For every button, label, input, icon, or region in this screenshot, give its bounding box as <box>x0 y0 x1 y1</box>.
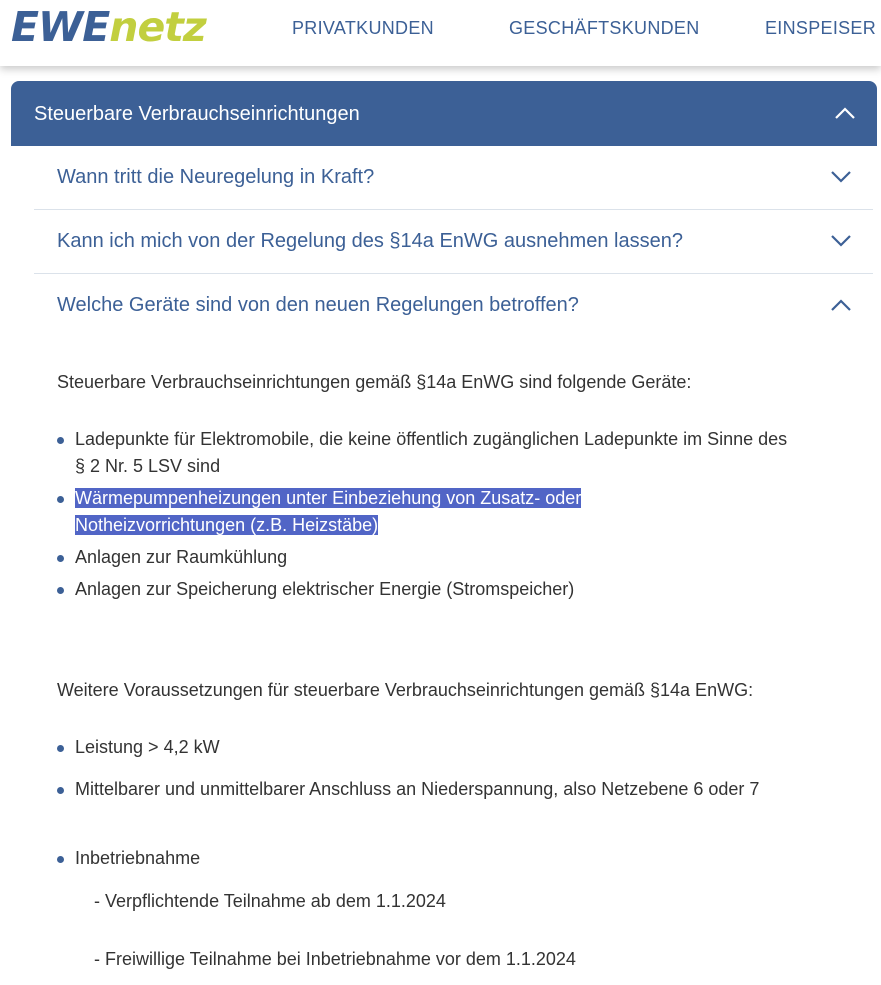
faq-question: Wann tritt die Neuregelung in Kraft? <box>57 166 375 188</box>
faq-item-inkrafttreten[interactable] <box>34 146 873 210</box>
commissioning-line: - Freiwillige Teilnahme bei Inbetriebnahme vor dem 1.1.2024 <box>94 949 576 969</box>
nav-einspeiser[interactable]: EINSPEISER <box>765 18 877 38</box>
nav-privatkunden[interactable]: PRIVATKUNDEN <box>292 18 434 38</box>
selected-text[interactable]: Wärmepumpenheizungen unter Einbeziehung von Zusatz- oder Notheizvorrichtungen (z.B. Heizstäbe) <box>75 488 582 535</box>
list-item-text: Inbetriebnahme <box>75 848 201 868</box>
ewe-netz-logo[interactable] <box>11 2 206 52</box>
list-item-text: Anlagen zur Speicherung elektrischer Energie (Stromspeicher) <box>75 579 575 599</box>
chevron-up-icon[interactable] <box>831 299 851 311</box>
faq-question: Kann ich mich von der Regelung des §14a EnWG ausnehmen lassen? <box>57 230 683 252</box>
bullet-icon <box>57 555 64 562</box>
accordion-header[interactable] <box>11 81 877 146</box>
list-item-text: Mittelbarer und unmittelbarer Anschluss an Niederspannung, also Netzebene 6 oder 7 <box>75 779 760 799</box>
bullet-icon <box>57 437 64 444</box>
chevron-up-icon[interactable] <box>835 107 855 119</box>
site-header <box>0 0 881 66</box>
requirements-intro: Weitere Voraussetzungen für steuerbare Verbrauchseinrichtungen gemäß §14a EnWG: <box>57 680 754 700</box>
faq-item-ausnahme[interactable] <box>34 210 873 274</box>
bullet-icon <box>57 587 64 594</box>
answer-intro: Steuerbare Verbrauchseinrichtungen gemäß §14a EnWG sind folgende Geräte: <box>57 372 692 392</box>
commissioning-line: - Verpflichtende Teilnahme ab dem 1.1.2024 <box>94 891 446 911</box>
nav-geschaeftskunden[interactable]: GESCHÄFTSKUNDEN <box>509 18 700 38</box>
logo-ewe-text: EWE <box>11 3 110 51</box>
chevron-down-icon[interactable] <box>831 235 851 247</box>
bullet-icon <box>57 787 64 794</box>
list-item-text: Ladepunkte für Elektromobile, die keine öffentlich zugänglichen Ladepunkte im Sinne des § 2 Nr. 5 LSV sind <box>75 429 788 476</box>
logo-netz-text: netz <box>109 3 206 51</box>
bullet-icon <box>57 856 64 863</box>
list-item-text: Anlagen zur Raumkühlung <box>75 547 288 567</box>
accordion-title: Steuerbare Verbrauchseinrichtungen <box>34 103 360 125</box>
list-item-text <box>75 485 635 539</box>
bullet-icon <box>57 496 64 503</box>
faq-question: Welche Geräte sind von den neuen Regelungen betroffen? <box>57 294 579 316</box>
chevron-down-icon[interactable] <box>831 171 851 183</box>
faq-item-geraete[interactable] <box>34 274 873 337</box>
bullet-icon <box>57 745 64 752</box>
list-item-text: Leistung > 4,2 kW <box>75 737 220 757</box>
